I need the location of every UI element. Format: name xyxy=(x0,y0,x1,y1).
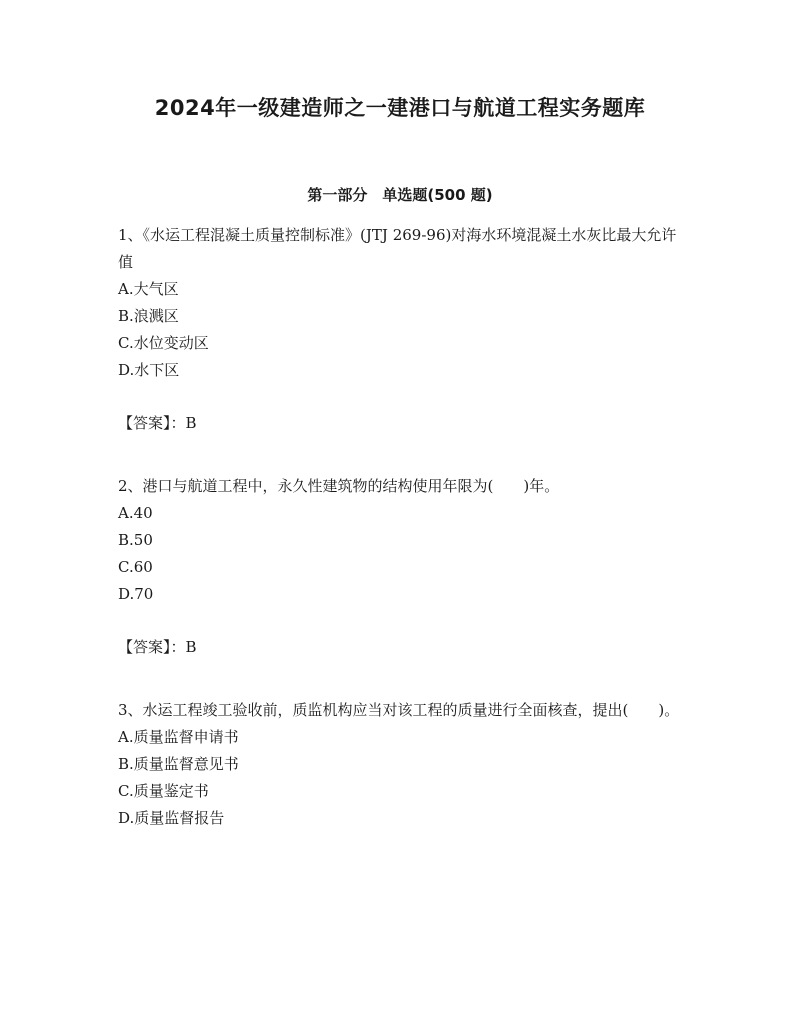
question-3 xyxy=(118,697,688,832)
option-c: C.水位变动区 xyxy=(118,334,209,352)
question-2 xyxy=(118,473,688,661)
answer-label: 【答案】： xyxy=(118,414,186,432)
question-list xyxy=(118,222,688,832)
question-1 xyxy=(118,222,688,437)
option-c: C.60 xyxy=(118,558,153,576)
question-stem: 2、港口与航道工程中，永久性建筑物的结构使用年限为( )年。 xyxy=(118,477,560,495)
answer-value: B xyxy=(185,414,197,432)
option-b: B.质量监督意见书 xyxy=(118,755,239,773)
question-stem: 1、《水运工程混凝土质量控制标准》(JTJ 269-96)对海水环境混凝土水灰比最大允许值 xyxy=(118,226,677,271)
option-a: A.大气区 xyxy=(118,280,179,298)
option-c: C.质量鉴定书 xyxy=(118,782,209,800)
answer-line xyxy=(118,410,688,437)
question-stem: 3、水运工程竣工验收前，质监机构应当对该工程的质量进行全面核查，提出( )。 xyxy=(118,701,680,719)
option-b: B.50 xyxy=(118,531,153,549)
answer-value: B xyxy=(185,638,197,656)
option-d: D.70 xyxy=(118,585,154,603)
option-d: D.水下区 xyxy=(118,361,180,379)
section-title: 第一部分 单选题(500 题) xyxy=(307,186,493,204)
answer-line xyxy=(118,634,688,661)
spacer xyxy=(118,661,688,697)
document-title: 2024年一级建造师之一建港口与航道工程实务题库 xyxy=(154,96,646,120)
option-a: A.质量监督申请书 xyxy=(118,728,239,746)
option-b: B.浪溅区 xyxy=(118,307,179,325)
answer-label: 【答案】： xyxy=(118,638,186,656)
option-d: D.质量监督报告 xyxy=(118,809,225,827)
spacer xyxy=(118,437,688,473)
option-a: A.40 xyxy=(118,504,153,522)
